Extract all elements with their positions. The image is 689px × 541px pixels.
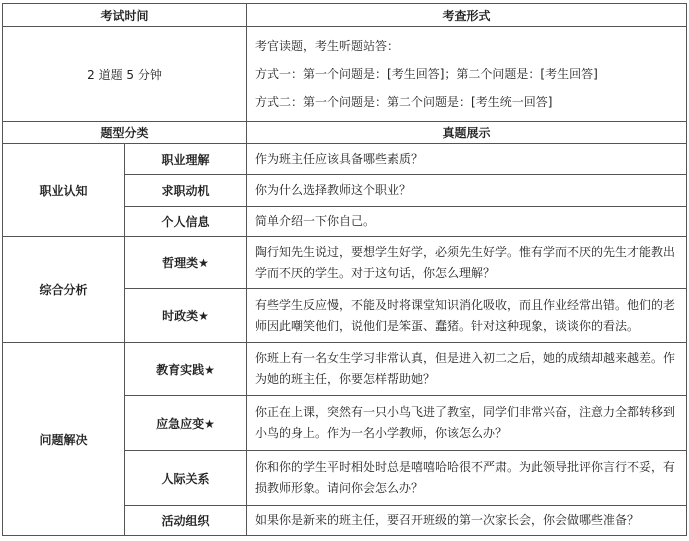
question-type: 人际关系 xyxy=(125,451,247,506)
header-exam-form: 考查形式 xyxy=(247,4,687,27)
question-type: 时政类★ xyxy=(125,289,247,343)
question-type: 哲理类★ xyxy=(125,237,247,289)
exam-form-description xyxy=(247,27,687,122)
question-type: 活动组织 xyxy=(125,506,247,536)
question-type: 教育实践★ xyxy=(125,343,247,396)
question-text: 有些学生反应慢，不能及时将课堂知识消化吸收，而且作业经常出错。他们的老师因此嘲笑他们，说他们是笨蛋、蠢猪。针对这种现象，谈谈你的看法。 xyxy=(247,289,687,343)
question-type: 求职动机 xyxy=(125,175,247,207)
question-text: 简单介绍一下你自己。 xyxy=(247,207,687,237)
header-sample-questions: 真题展示 xyxy=(247,122,687,144)
question-text: 如果你是新来的班主任，要召开班级的第一次家长会，你会做哪些准备？ xyxy=(247,506,687,536)
format-line: 考官读题，考生听题站答： xyxy=(255,39,400,53)
table-row xyxy=(3,237,687,289)
header-question-category: 题型分类 xyxy=(3,122,247,144)
group-comprehensive-analysis: 综合分析 xyxy=(3,237,125,343)
exam-format-table xyxy=(2,3,687,536)
question-text: 你和你的学生平时相处时总是嘻嘻哈哈很不严肃。为此领导批评你言行不妥，有损教师形象。请问你会怎么办？ xyxy=(247,451,687,506)
group-problem-solving: 问题解决 xyxy=(3,343,125,536)
table-header-row xyxy=(3,4,687,27)
question-type: 职业理解 xyxy=(125,144,247,175)
question-type: 个人信息 xyxy=(125,207,247,237)
format-row xyxy=(3,27,687,122)
question-type: 应急应变★ xyxy=(125,396,247,451)
table-row xyxy=(3,343,687,396)
header-exam-time: 考试时间 xyxy=(3,4,247,27)
question-text: 陶行知先生说过，要想学生好学，必须先生好学。惟有学而不厌的先生才能教出学而不厌的学生。对于这句话，你怎么理解？ xyxy=(247,237,687,289)
table-row xyxy=(3,144,687,175)
question-text: 你班上有一名女生学习非常认真，但是进入初二之后，她的成绩却越来越差。作为她的班主任，你要怎样帮助她？ xyxy=(247,343,687,396)
format-line: 方式二：第一个问题是：第二个问题是：[考生统一回答] xyxy=(255,95,553,109)
question-text: 作为班主任应该具备哪些素质？ xyxy=(247,144,687,175)
question-text: 你为什么选择教师这个职业？ xyxy=(247,175,687,207)
question-text: 你正在上课，突然有一只小鸟飞进了教室，同学们非常兴奋，注意力全都转移到小鸟的身上。作为一名小学教师，你该怎么办？ xyxy=(247,396,687,451)
group-career-cognition: 职业认知 xyxy=(3,144,125,237)
format-line: 方式一：第一个问题是：[考生回答]；第二个问题是：[考生回答] xyxy=(255,67,598,81)
table-subheader-row xyxy=(3,122,687,144)
exam-time-value: 2 道题 5 分钟 xyxy=(3,27,247,122)
